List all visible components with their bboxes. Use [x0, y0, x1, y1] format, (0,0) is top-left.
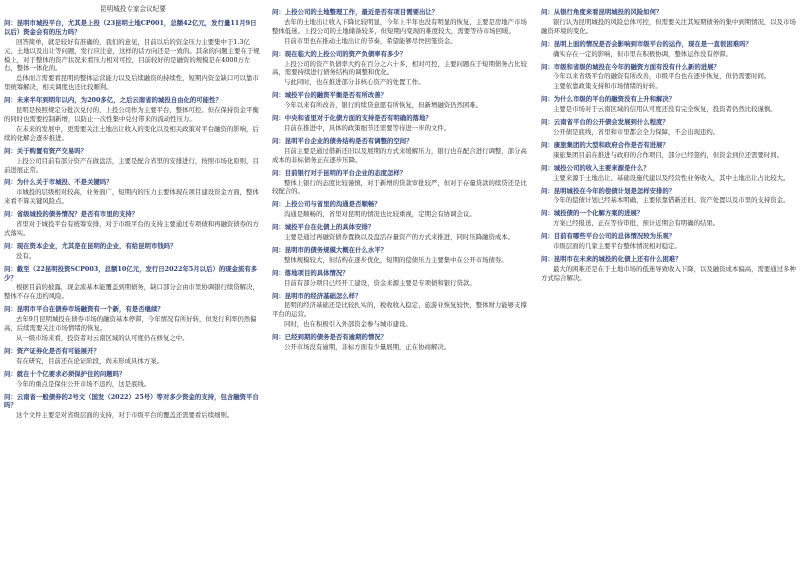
question: 问：关于购置有资产交易吗？ [4, 146, 88, 155]
question: 问：落地项目的具体情况？ [272, 268, 349, 277]
answer-paragraph: 市级层面的几家主要平台整体情况相对稳定。 [553, 242, 681, 251]
question: 问：现在临大的上投公司的资产负债率有多少？ [272, 49, 407, 58]
answer-paragraph: 根据目前的披露，现金流基本能覆盖到期债务，缺口部分会由市里协调银行续贷解决，整体不存在违约风险。 [4, 283, 259, 301]
question: 问：城投债的一个化解方案的进展？ [541, 209, 644, 218]
question: 问：昆明市城投平台，尤其是上投（23昆明土地CP001，总额42亿元，发行量11月9日以后）资金会有的压力吗？ [4, 18, 257, 36]
column-left [4, 4, 262, 564]
question: 问：目前银行对于昆明的平台企业的态度怎样？ [272, 168, 407, 177]
answer-paragraph: 沟通是顺畅的，省里对昆明的情况也比较重视，定期会有协调会议。 [284, 210, 476, 219]
question: 问：昆明市的债务规模大概在什么水平？ [272, 245, 388, 254]
question: 问：昆明上面的情况是否会影响到市级平台的运作，现在是一直很困难吗？ [541, 39, 752, 48]
answer-paragraph: 与此同时，也在推进部分非核心资产的处置工作。 [284, 78, 425, 87]
column-middle [272, 4, 530, 564]
question: 问：昆明城投在今年的偿债计划是怎样安排的？ [541, 186, 676, 195]
answer-paragraph: 目前有部分项目已经开工建设，资金来源主要是专项债和银行贷款。 [284, 278, 476, 287]
question: 问：昆明市的经济基础怎么样？ [272, 291, 362, 300]
answer-paragraph: 公开市场没有逾期，非标方面有少量展期，正在协商解决。 [284, 343, 451, 352]
question: 问：已经到期的债务是否有逾期的情况？ [272, 333, 388, 342]
answer-paragraph: 主要是市场对于云南区域的信用认可度还没有完全恢复，投资者仍然比较谨慎。 [553, 105, 777, 114]
answer-paragraph: 在未来的发展中，更需要关注土地出让收入的变化以及相关政策对平台融资的影响，后续的化解会逐步推进。 [4, 124, 259, 142]
question: 问：为什么市级的平台的融资没有上升和解决？ [541, 95, 676, 104]
column-right [541, 4, 796, 564]
answer-paragraph: 同时，也在积极引入外部资金参与城市建设。 [284, 320, 412, 329]
question: 问：上投公司与省里的沟通是否顺畅？ [272, 200, 381, 209]
question: 问：城投公司的收入主要来源是什么？ [541, 163, 650, 172]
question: 问：云南省平台的公开债会发展到什么程度？ [541, 118, 669, 127]
answer-paragraph: 省里对于城投平台有统筹安排，对于市级平台的支持主要通过专项债和再融资债券的方式落实。 [4, 220, 259, 237]
question: 问：从银行角度来看昆明城投的风险如何？ [541, 8, 663, 16]
answer-paragraph: 今年以来省级平台的融资有所改善，市级平台也在逐步恢复，但仍需要时间。 [553, 72, 771, 81]
answer-paragraph: 这个文件主要是对省级层面的支持，对于市级平台的覆盖还需要看后续细则。 [16, 411, 234, 420]
answer-paragraph: 去年的土地出让收入下降比较明显，今年上半年也没有明显的恢复，主要是房地产市场整体低迷。上投公司的土地储备较多，但短期内变现的难度较大，需要等待市场回暖。 [272, 17, 527, 35]
question: 问：康旅集团的大型和政府合作是否有进展？ [541, 140, 669, 149]
answer-paragraph: 目前市里也在推动土地出让的节奏，希望能够尽快回笼资金。 [284, 36, 457, 45]
question: 问：城投平台在化债上的具体安排？ [272, 223, 375, 232]
answer-paragraph: 整体规模较大，但结构在逐步优化，短期的偿债压力主要集中在公开市场债券。 [284, 255, 508, 264]
question: 问：昆明市在未来的城投的化债上还有什么困难？ [541, 254, 682, 263]
answer-paragraph: 主要依靠政策支持和市场情绪的好转。 [553, 82, 662, 91]
answer-paragraph: 昆明的经济基础还是比较扎实的，税收收入稳定，旅游业恢复较快，整体财力能够支撑平台的运营。 [272, 301, 527, 319]
question: 问：为什么关于市城投、不是关键吗？ [4, 178, 113, 187]
answer-paragraph: 整体上银行的态度比较谨慎，对于新增的贷款审批较严，但对于存量贷款的续贷还是比较配合的。 [272, 178, 527, 196]
answer-paragraph: 方案已经报送，正在等待审批，预计近期会有明确的结果。 [553, 219, 720, 228]
question: 问：未来半年到明年以内，为200多亿，之后云南省的城投自由化的可能性？ [4, 96, 222, 105]
answer-paragraph: 最大的困难还是在于土地市场的低迷导致收入下降，以及融资成本偏高，需要通过多种方式综合解决。 [541, 264, 796, 282]
answer-paragraph: 公开债是底线，省里和市里都会全力保障，不会出现违约。 [553, 127, 720, 136]
answer-paragraph: 康旅集团目前在推进与政府的合作项目，部分已经签约，但资金到位还需要时间。 [553, 150, 784, 159]
document-title: 昆明城投专家会议纪要 [100, 5, 166, 13]
question: 问：城投平台的融资平衡是否有所改善？ [272, 91, 388, 100]
question: 问：目前有哪些平台公司的总体情况较为乐观？ [541, 232, 676, 241]
answer-paragraph: 主要是通过再融资债券置换以及盘活存量资产的方式来推进，同时压降融资成本。 [284, 233, 515, 242]
answer-paragraph: 回答简单，就是较好有准确的，我们的意见，目前以后的资金压力主要集中于1.3亿元，土地以及出让等问题，发行应注意，这样的话方向还是一致的。其余的问题主要在于规模上，对于整体的资产状况来看压力相对可控，目前较好的是融资的规模是在4000万左右，整体一体化的。 [4, 37, 260, 73]
question: 问：现在资本企业，尤其是在昆明的企业，有给昆明市钱吗？ [4, 241, 177, 250]
question: 问：上投公司的土地整理工作，最近是否有项目需要出让？ [272, 8, 439, 16]
answer-paragraph: 上投公司目前有部分资产在做盘活，主要是配合省里的安排进行，按照市场化原则，目前进展正常。 [4, 156, 259, 174]
answer-paragraph: 主要来源于土地出让、基础设施代建以及经营性业务收入，其中土地出让占比较大。 [553, 173, 790, 182]
question: 问：昆明市平台在债券市场融资有一个新，有是否继续？ [4, 305, 164, 314]
question: 问：昆明平台企业的债务结构是否有调整的空间？ [272, 136, 413, 145]
answer-paragraph: 目前在推进中，具体的政策细节还需要等待进一步的文件。 [284, 123, 451, 132]
answer-paragraph: 总体而言需要看昆明的整体运营能力以及后续融资的持续性，短期内资金缺口可以靠市里统筹解决，相关调度也还比较顺利。 [4, 74, 259, 92]
answer-paragraph: 今年的偿债计划已经基本明确，主要依靠借新还旧、资产处置以及市里的支持资金。 [553, 196, 790, 205]
answer-paragraph: 上投公司的资产负债率大约在百分之六十多，相对可控，主要问题在于短期债务占比较高，需要持续进行债务结构的调整和优化。 [272, 59, 527, 77]
answer-paragraph: 没有。 [16, 251, 36, 260]
question: 问：就在十个亿要求必须保护住的问题吗？ [4, 369, 126, 378]
answer-paragraph: 市城投的层级相对较高，业务面广，短期内的压力主要体现在项目建设资金方面，整体来看不算关键风险点。 [4, 188, 259, 206]
answer-paragraph: 今年以来有所改善，银行的续贷意愿有所恢复，但新增融资仍然困难。 [284, 101, 483, 110]
answer-paragraph: 从一级市场来看，投资者对云南区域的认可度仍在修复之中。 [16, 334, 189, 342]
answer-paragraph: 今年的重点是保住公开市场不违约，这是底线。 [16, 379, 151, 388]
question: 问：省级城投的债务情况？是否有市里的支持？ [4, 210, 139, 219]
question: 问：云南省一般债券的2号文（国发（2022）25号）等对多少资金的支持，包含融资平台吗？ [4, 392, 259, 410]
answer-paragraph: 目前主要是通过借新还旧以及展期的方式来缓解压力，银行也在配合进行调整，部分高成本的非标债务正在逐步压降。 [272, 146, 527, 164]
answer-paragraph: 去年9月昆明城投在债券市场的融资基本停滞，今年情况有所好转，但发行利率仍然偏高，后续需要关注市场情绪的恢复。 [4, 315, 257, 333]
question: 问：中央和省里对于化债方面的支持是否有明确的落地？ [272, 114, 432, 123]
answer-paragraph: 确实存在一定的影响，但市里在积极协调，整体运作没有停滞。 [553, 49, 732, 58]
question: 问：市级和省级的城投在今年的融资方面有没有什么新的进展？ [541, 62, 720, 71]
answer-paragraph: 银行认为昆明城投的风险总体可控，但需要关注其短期债务的集中到期情况，以及市场融资环境的变化。 [541, 17, 796, 35]
answer-paragraph: 有在研究，目前还在论证阶段，尚未形成具体方案。 [16, 356, 163, 365]
question: 问：资产证券化是否有可能展开？ [4, 346, 100, 355]
answer-paragraph: 昆明是按照规定分批次兑付的，上投公司作为主要平台，整体可控。但在保持资金平衡的同时也需要控制新增，以防止一次性集中兑付带来的流动性压力。 [4, 106, 259, 123]
question: 问：截至（22昆明投资SCP003，总额10亿元，发行日2022年5月以后）的现金流有多少？ [4, 264, 258, 282]
